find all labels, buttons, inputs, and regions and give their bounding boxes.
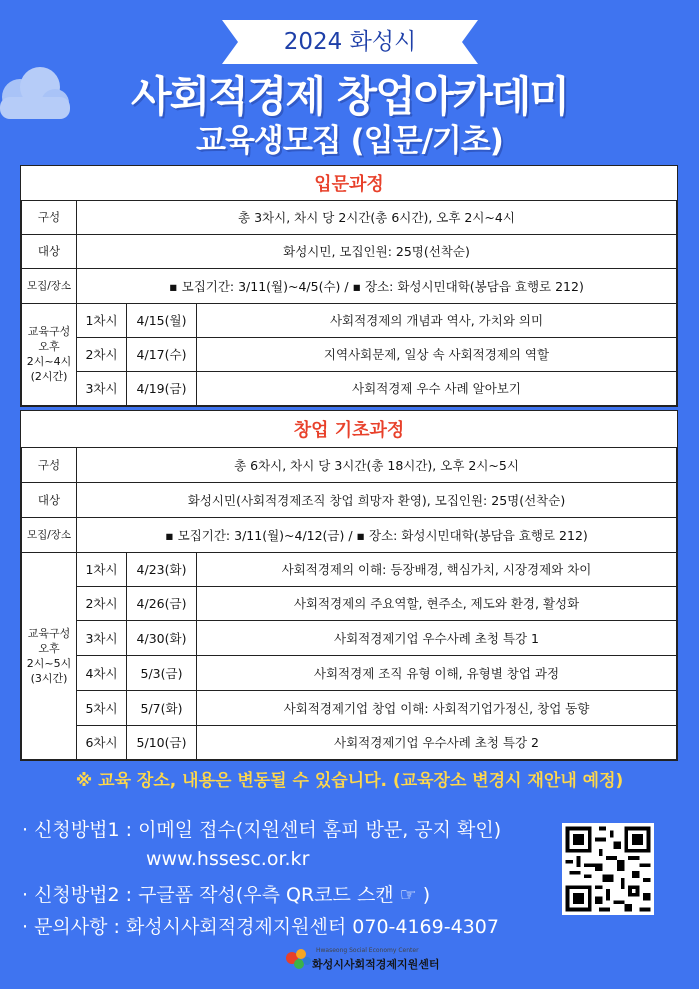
change-notice: ※ 교육 장소, 내용은 변동될 수 있습니다. (교육장소 변경시 재안내 예정) xyxy=(75,771,624,791)
basic-course-table xyxy=(20,410,678,761)
intro-course-table xyxy=(20,165,678,407)
row-label: 모집/장소 xyxy=(22,517,77,552)
session-date: 5/7(화) xyxy=(127,690,197,725)
row-label: 모집/장소 xyxy=(22,268,77,303)
session-date: 4/26(금) xyxy=(127,586,197,620)
session-number: 4차시 xyxy=(77,655,127,690)
row-label: 대상 xyxy=(22,482,77,517)
session-topic: 사회적경제기업 우수사례 초청 특강 1 xyxy=(197,620,677,655)
contact-info: · 문의사항 : 화성시사회적경제지원센터 070-4169-4307 xyxy=(22,916,499,938)
session-topic: 사회적경제의 이해: 등장배경, 핵심가치, 시장경제와 차이 xyxy=(197,552,677,586)
session-date: 4/15(월) xyxy=(127,303,197,337)
session-topic: 사회적경제기업 창업 이해: 사회적기업가정신, 창업 동향 xyxy=(197,690,677,725)
session-date: 4/17(수) xyxy=(127,337,197,371)
row-value: 총 3차시, 차시 당 2시간(총 6시간), 오후 2시~4시 xyxy=(77,200,677,234)
session-group-label: 교육구성 오후 2시~4시 (2시간) xyxy=(22,303,77,405)
center-name-en: Hwaseong Social Economy Center xyxy=(316,947,419,954)
session-number: 3차시 xyxy=(77,371,127,405)
row-label: 대상 xyxy=(22,234,77,268)
session-date: 4/30(화) xyxy=(127,620,197,655)
session-number: 1차시 xyxy=(77,552,127,586)
session-topic: 사회적경제기업 우수사례 초청 특강 2 xyxy=(197,725,677,759)
qr-code[interactable] xyxy=(562,823,654,915)
row-value: 화성시민, 모집인원: 25명(선착순) xyxy=(77,234,677,268)
row-label: 구성 xyxy=(22,447,77,482)
center-name-ko: 화성시사회적경제지원센터 xyxy=(312,958,440,971)
session-date: 4/23(화) xyxy=(127,552,197,586)
session-topic: 사회적경제의 개념과 역사, 가치와 의미 xyxy=(197,303,677,337)
session-topic: 지역사회문제, 일상 속 사회적경제의 역할 xyxy=(197,337,677,371)
row-label: 구성 xyxy=(22,200,77,234)
session-number: 2차시 xyxy=(77,586,127,620)
row-value: ▪ 모집기간: 3/11(월)~4/12(금) / ▪ 장소: 화성시민대학(봉담읍 효행로 212) xyxy=(77,517,677,552)
website-link[interactable]: www.hssesc.or.kr xyxy=(146,848,310,870)
session-number: 2차시 xyxy=(77,337,127,371)
apply-method-1: · 신청방법1 : 이메일 접수(지원센터 홈피 방문, 공지 확인) xyxy=(22,819,502,841)
session-number: 1차시 xyxy=(77,303,127,337)
page-subtitle: 교육생모집 (입문/기초) xyxy=(196,123,503,159)
ribbon-year-text: 2024 화성시 xyxy=(283,29,417,55)
apply-method-2: · 신청방법2 : 구글폼 작성(우측 QR코드 스캔 ☞ ) xyxy=(22,884,431,906)
session-group-label: 교육구성 오후 2시~5시 (3시간) xyxy=(22,552,77,759)
basic-course-heading: 창업 기초과정 xyxy=(22,411,677,447)
session-number: 5차시 xyxy=(77,690,127,725)
session-date: 5/10(금) xyxy=(127,725,197,759)
session-date: 5/3(금) xyxy=(127,655,197,690)
session-number: 3차시 xyxy=(77,620,127,655)
session-number: 6차시 xyxy=(77,725,127,759)
row-value: 총 6차시, 차시 당 3시간(총 18시간), 오후 2시~5시 xyxy=(77,447,677,482)
intro-course-heading: 입문과정 xyxy=(22,166,677,200)
session-topic: 사회적경제 조직 유형 이해, 유형별 창업 과정 xyxy=(197,655,677,690)
row-value: 화성시민(사회적경제조직 창업 희망자 환영), 모집인원: 25명(선착순) xyxy=(77,482,677,517)
page-title: 사회적경제 창업아카데미 xyxy=(131,72,568,121)
session-topic: 사회적경제 우수 사례 알아보기 xyxy=(197,371,677,405)
session-date: 4/19(금) xyxy=(127,371,197,405)
row-value: ▪ 모집기간: 3/11(월)~4/5(수) / ▪ 장소: 화성시민대학(봉담읍 효행로 212) xyxy=(77,268,677,303)
session-topic: 사회적경제의 주요역할, 현주소, 제도와 환경, 활성화 xyxy=(197,586,677,620)
